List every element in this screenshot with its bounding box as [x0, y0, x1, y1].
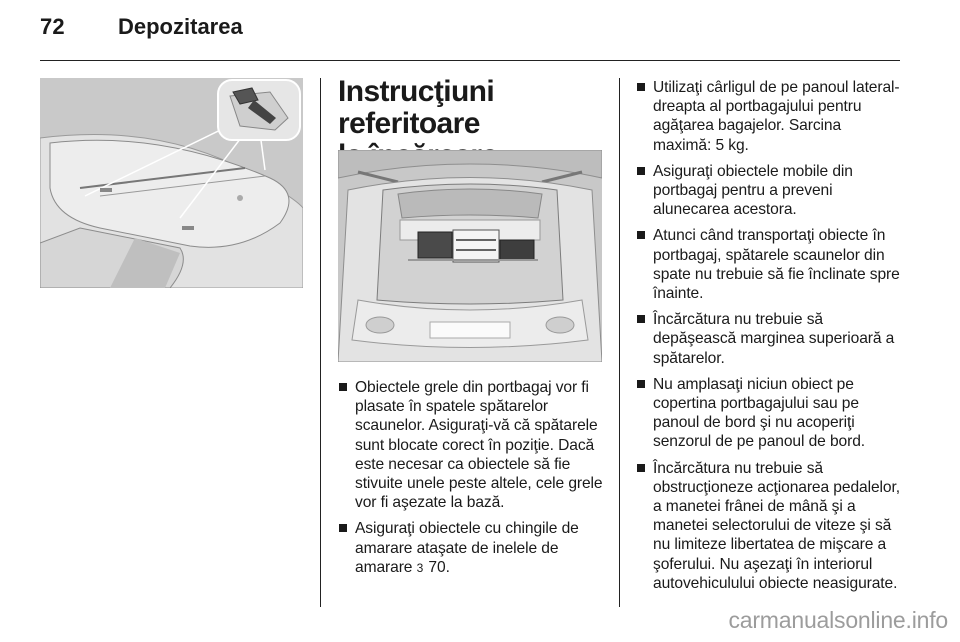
watermark: carmanualsonline.info [728, 607, 948, 633]
list-item [636, 226, 902, 303]
bullet-square-icon [637, 231, 645, 239]
column-divider-left [320, 78, 321, 607]
list-item-text: Încărcătura nu trebuie să depăşească marginea superioară a spătarelor. [653, 311, 895, 367]
list-item [636, 375, 902, 452]
middle-bullet-list [338, 378, 608, 585]
page-number: 72 [40, 14, 65, 39]
car-roof-rail-illustration [40, 78, 303, 288]
hatchback-trunk-illustration [338, 150, 602, 362]
list-item-text: Obiectele grele din portbagaj vor fi plasate în spatele spătarelor scaunelor. Asiguraţi-vă că spătarele sunt blocate corect în poziţie. Dacă este necesar ca obiectele să fie stivuite unele peste altele, cele grele vor fi aşezate la bază. [355, 379, 603, 512]
header-rule [40, 60, 900, 61]
section-title-line1: Instrucţiuni referitoare [338, 75, 495, 140]
bullet-square-icon [339, 524, 347, 532]
bullet-square-icon [339, 383, 347, 391]
list-item-text: Nu amplasaţi niciun obiect pe copertina portbagajului sau pe panoul de bord şi nu acoperiţi senzorul de pe panoul de bord. [653, 375, 866, 451]
list-item-text: Asiguraţi obiectele mobile din portbagaj pentru a preveni alunecarea acestora. [653, 162, 853, 219]
list-item [636, 78, 902, 155]
column-divider-right [619, 78, 620, 607]
list-item [636, 310, 902, 368]
list-item-text: Utilizaţi cârligul de pe panoul lateral-dreapta al portbagajului pentru agăţarea bagajelor. Sarcina maximă: 5 kg. [653, 79, 900, 154]
cross-reference-icon: 3 [416, 560, 424, 575]
figure-trunk [338, 150, 602, 362]
bullet-square-icon [637, 380, 645, 388]
list-item [636, 459, 902, 593]
figure-roof-rail [40, 78, 303, 288]
list-item-text: Încărcătura nu trebuie să obstrucţioneze acţionarea pedalelor, a manetei frânei de mână şi a manetei selectorului de viteze şi să nu limiteze libertatea de mişcare a şoferului. Nu aşezaţi în interiorul autovehiculului obiecte neasigurate. [653, 459, 900, 592]
bullet-square-icon [637, 83, 645, 91]
list-item [636, 162, 902, 220]
bullet-square-icon [637, 464, 645, 472]
bullet-square-icon [637, 315, 645, 323]
bullet-square-icon [637, 167, 645, 175]
section-header: Depozitarea [118, 14, 243, 39]
cross-reference-page[interactable]: 70. [428, 558, 450, 576]
list-item-text: Asiguraţi obiectele cu chingile de amarare ataşate de inelele de amarare [355, 520, 579, 576]
list-item [338, 378, 608, 512]
right-bullet-list [636, 78, 902, 600]
list-item-text: Atunci când transportaţi obiecte în portbagaj, spătarele scaunelor din spate nu trebuie să fie înclinate spre înainte. [653, 227, 900, 303]
list-item [338, 519, 608, 578]
